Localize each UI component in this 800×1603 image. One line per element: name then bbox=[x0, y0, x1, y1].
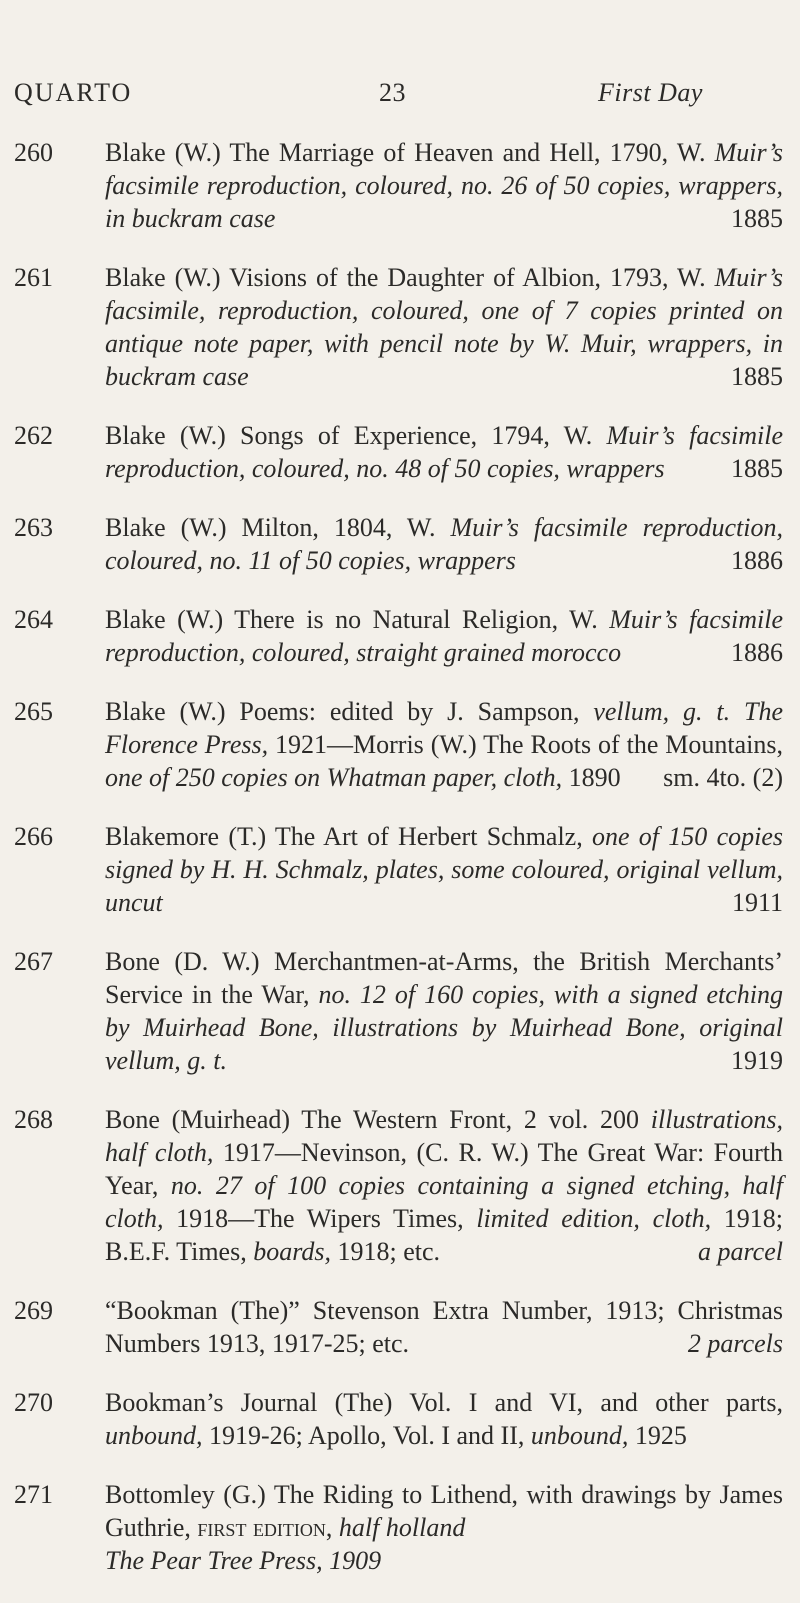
lot-entry bbox=[0, 945, 800, 1077]
lot-description: Bookman’s Journal (The) Vol. I and VI, and other parts, unbound, 1919-26; Apollo, Vol. I and II, unbound, 1925 bbox=[105, 1388, 783, 1450]
lot-list bbox=[0, 136, 800, 1603]
page-header bbox=[0, 78, 800, 112]
lot-entry bbox=[0, 1478, 800, 1577]
lot-quantity: a parcel bbox=[698, 1237, 783, 1266]
lot-number: 267 bbox=[14, 947, 53, 976]
lot-quantity: 2 parcels bbox=[687, 1329, 783, 1358]
lot-date: 1885 bbox=[731, 204, 783, 233]
lot-date: 1886 bbox=[731, 638, 783, 667]
lot-entry bbox=[0, 603, 800, 669]
lot-number: 261 bbox=[14, 263, 53, 292]
lot-number: 262 bbox=[14, 421, 53, 450]
lot-number: 264 bbox=[14, 605, 53, 634]
lot-imprint: The Pear Tree Press, 1909 bbox=[105, 1546, 382, 1575]
lot-number: 263 bbox=[14, 513, 53, 542]
lot-entry bbox=[0, 820, 800, 919]
lot-date: 1911 bbox=[731, 888, 783, 917]
header-format: QUARTO bbox=[14, 78, 133, 107]
lot-number: 270 bbox=[14, 1388, 53, 1417]
lot-date: 1886 bbox=[731, 546, 783, 575]
page-number: 23 bbox=[379, 78, 406, 107]
lot-size: sm. 4to. (2) bbox=[663, 763, 783, 792]
lot-number: 269 bbox=[14, 1296, 53, 1325]
lot-date: 1885 bbox=[731, 454, 783, 483]
lot-description: Blake (W.) Poems: edited by J. Sampson, vellum, g. t. The Florence Press, 1921—Morris (W.) The Roots of the Mountains, one of 250 copies on Whatman paper, cloth, 1890 sm. 4to. (2) bbox=[105, 697, 783, 792]
lot-date: 1919 bbox=[731, 1046, 783, 1075]
lot-entry bbox=[0, 261, 800, 393]
lot-entry bbox=[0, 511, 800, 577]
lot-entry bbox=[0, 1103, 800, 1268]
lot-entry bbox=[0, 1386, 800, 1452]
lot-description: Bone (Muirhead) The Western Front, 2 vol. 200 illustrations, half cloth, 1917—Nevinson, (C. R. W.) The Great War: Fourth Year, no. 27 of 100 copies containing a signed etching, half cloth, 1918—The Wipers Times, limited edition, cloth, 1918; B.E.F. Times, boards, 1918; etc. a parcel bbox=[105, 1105, 784, 1266]
header-sale-day: First Day bbox=[598, 78, 703, 107]
lot-description: Blakemore (T.) The Art of Herbert Schmalz, one of 150 copies signed by H. H. Schmalz, plates, some coloured, original vellum, uncut 1911 bbox=[105, 822, 784, 917]
lot-entry bbox=[0, 419, 800, 485]
lot-description: Bone (D. W.) Merchantmen-at-Arms, the British Merchants’ Service in the War, no. 12 of 160 copies, with a signed etching by Muirhead Bone, illustrations by Muirhead Bone, original vellum, g. t. 1919 bbox=[105, 947, 783, 1075]
lot-description: Blake (W.) The Marriage of Heaven and Hell, 1790, W. Muir’s facsimile reproduction, coloured, no. 26 of 50 copies, wrappers, in buckram case 1885 bbox=[105, 138, 783, 233]
lot-number: 266 bbox=[14, 822, 53, 851]
lot-description: Blake (W.) There is no Natural Religion, W. Muir’s facsimile reproduction, coloured, straight grained morocco 1886 bbox=[105, 605, 784, 667]
lot-date: 1885 bbox=[731, 362, 783, 391]
lot-entry bbox=[0, 136, 800, 235]
lot-number: 265 bbox=[14, 697, 53, 726]
lot-description: Bottomley (G.) The Riding to Lithend, with drawings by James Guthrie, first edition, half holland The Pear Tree Press, 1909 bbox=[105, 1480, 783, 1575]
lot-entry bbox=[0, 1294, 800, 1360]
lot-entry bbox=[0, 695, 800, 794]
lot-description: “Bookman (The)” Stevenson Extra Number, 1913; Christmas Numbers 1913, 1917-25; etc. 2 parcels bbox=[105, 1296, 783, 1358]
lot-description: Blake (W.) Visions of the Daughter of Albion, 1793, W. Muir’s facsimile, reproduction, coloured, one of 7 copies printed on antique note paper, with pencil note by W. Muir, wrappers, in buckram case 1885 bbox=[105, 263, 783, 391]
lot-number: 271 bbox=[14, 1480, 53, 1509]
lot-description: Blake (W.) Milton, 1804, W. Muir’s facsimile reproduction, coloured, no. 11 of 50 copies, wrappers 1886 bbox=[105, 513, 784, 575]
lot-description: Blake (W.) Songs of Experience, 1794, W. Muir’s facsimile reproduction, coloured, no. 48 of 50 copies, wrappers 1885 bbox=[105, 421, 783, 483]
lot-number: 268 bbox=[14, 1105, 53, 1134]
lot-number: 260 bbox=[14, 138, 53, 167]
